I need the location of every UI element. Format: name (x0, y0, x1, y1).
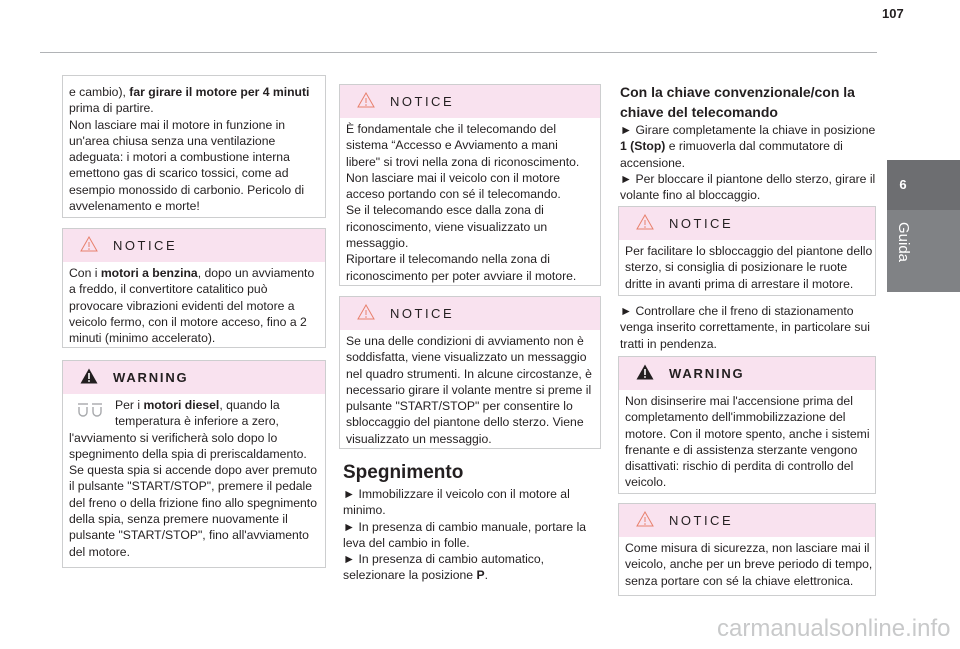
warning-title: WARNING (669, 366, 745, 381)
box-body (63, 76, 325, 214)
text-line: messaggio. (346, 236, 409, 251)
text-line: minimo. (343, 503, 386, 518)
notice-triangle-icon (80, 236, 98, 252)
notice-header (619, 207, 875, 240)
text-line: riconoscimento, viene visualizzato un (346, 219, 548, 234)
text-line: esempio monossido di carbonio. Pericolo di (69, 182, 305, 197)
text-line: completamento dell'immobilizzazione del (625, 410, 846, 425)
text-line: Se una delle condizioni di avviamento non è (346, 334, 584, 348)
box-body (619, 537, 875, 589)
warning-box (618, 356, 876, 494)
page-number: 107 (882, 6, 904, 21)
text-line: sterzo, si consiglia di posizionare le ruote (625, 260, 848, 275)
notice-header (340, 297, 600, 330)
text-line: venga inserito correttamente, in particolare sui (620, 320, 870, 335)
warning-title: WARNING (113, 370, 189, 385)
text-line: prima di partire. (69, 101, 154, 116)
text-segment: . (484, 568, 488, 583)
notice-box (62, 228, 326, 348)
box-body (340, 118, 600, 284)
text-line: Non lasciare mai il veicolo con il motore (346, 170, 561, 185)
text-line: un'area chiusa senza una ventilazione (69, 133, 276, 148)
text-line: ► Girare completamente la chiave in posizione (620, 123, 876, 137)
box-body (63, 262, 325, 346)
warning-triangle-icon (636, 364, 654, 380)
instruction-list (343, 486, 586, 584)
text-line: dritte in avanti prima di arrestare il motore. (625, 276, 854, 291)
warning-header (619, 357, 875, 390)
text-line: motore. Con il motore spento, anche i sistemi (625, 426, 870, 441)
text-line: ► Controllare che il freno di stazionamento (620, 304, 854, 318)
box-body (63, 394, 325, 560)
notice-header (619, 504, 875, 537)
text-line: È fondamentale che il telecomando del (346, 122, 557, 136)
text-line: Se questa spia si accende dopo aver premuto (69, 463, 317, 478)
notice-header (340, 85, 600, 118)
text-line: veicolo, anche per un breve periodo di tempo, (625, 557, 873, 572)
notice-triangle-icon (357, 304, 375, 320)
box-body (340, 330, 600, 447)
warning-box (62, 360, 326, 568)
header-rule (40, 52, 877, 53)
text-line: nel quadro strumenti. In alcune circostanze, è (346, 366, 592, 381)
text-line: pulsante "START/STOP" per consentire lo (346, 399, 573, 414)
warning-triangle-icon (80, 368, 98, 384)
text-segment: Con i (69, 266, 101, 280)
bold-text: P (476, 568, 485, 583)
text-line: tratti in pendenza. (620, 336, 717, 351)
section-heading: Spegnimento (343, 462, 464, 483)
text-line: Riportare il telecomando nella zona di (346, 252, 550, 267)
text-line (620, 138, 875, 154)
notice-triangle-icon (636, 511, 654, 527)
subsection-heading (620, 82, 855, 122)
bold-text: motori diesel (143, 398, 220, 412)
text-line: Per facilitare lo sbloccaggio del piantone dello (625, 244, 873, 258)
text-line: il pulsante "START/STOP", premere il pedale (69, 479, 313, 494)
notice-triangle-icon (636, 214, 654, 230)
chapter-number: 6 (899, 177, 907, 192)
text-line: ► In presenza di cambio manuale, portare la (343, 519, 587, 534)
notice-title: NOTICE (390, 94, 455, 109)
warning-header (63, 361, 325, 394)
text-line (343, 567, 586, 583)
notice-box (618, 206, 876, 296)
notice-title: NOTICE (113, 238, 178, 253)
text-line: Non disinserire mai l'accensione prima del (625, 394, 853, 408)
text-line: sistema “Accesso e Avviamento a mani (346, 138, 558, 153)
notice-box (339, 84, 601, 286)
warning-continued-box (62, 75, 326, 218)
heading-line: chiave del telecomando (620, 104, 778, 120)
text-line: avvelenamento e morte! (69, 199, 200, 214)
text-segment: e rimuoverla dal commutatore di (665, 139, 843, 154)
box-body (619, 240, 875, 292)
text-line: necessario girare il volante mentre si preme il (346, 382, 592, 397)
text-line: frenante e di assistenza sterzante vengono (625, 442, 858, 457)
text-line: Come misura di sicurezza, non lasciare mai il (625, 541, 870, 555)
notice-header (63, 229, 325, 262)
text-line: soddisfatta, viene visualizzato un messaggio (346, 350, 587, 365)
text-segment: , quando la (219, 398, 280, 412)
notice-box (339, 296, 601, 449)
text-line: senza portare con sé la chiave elettronica. (625, 573, 854, 588)
instruction-list (620, 122, 875, 203)
text-line: Se il telecomando esce dalla zona di (346, 203, 544, 218)
text-line: leva del cambio in folle. (343, 535, 470, 550)
text-segment: Per i (115, 398, 144, 412)
text-line: emettono gas di scarico tossici, come ad (69, 166, 289, 181)
notice-triangle-icon (357, 92, 375, 108)
glow-plug-icon (69, 397, 115, 429)
text-line: temperatura è inferiore a zero, (115, 414, 279, 429)
text-line: ► In presenza di cambio automatico, (343, 552, 545, 567)
text-line: ► Immobilizzare il veicolo con il motore al (343, 487, 570, 501)
text-line: del motore. (69, 544, 130, 559)
chapter-title: Guida (895, 222, 912, 263)
text-line: libere" si trovi nella zona di riconoscimento. (346, 154, 580, 169)
text-line: disattivati: rischio di perdita di controllo del (625, 459, 854, 474)
notice-box (618, 503, 876, 596)
text-line: a freddo, il convertitore catalitico può (69, 282, 268, 297)
watermark: carmanualsonline.info (717, 615, 951, 642)
text-line: visualizzato un messaggio. (346, 431, 492, 446)
text-segment: , dopo un avviamento (197, 266, 315, 280)
text-line: volante fino al bloccaggio. (620, 188, 761, 203)
text-line: ► Per bloccare il piantone dello sterzo, girare il (620, 171, 876, 186)
text-line (69, 265, 319, 281)
text-segment: selezionare la posizione (343, 568, 477, 583)
notice-title: NOTICE (669, 513, 734, 528)
instruction-list (620, 303, 870, 352)
text-line: spegnimento della spia di preriscaldamento. (69, 446, 307, 461)
text-line: veicolo. (625, 475, 667, 490)
heading-line: Con la chiave convenzionale/con la (620, 84, 855, 100)
text-line: provocare vibrazioni evidenti del motore a (69, 298, 295, 313)
text-line: pulsante "START/STOP", fino all'avviamento (69, 528, 309, 543)
notice-title: NOTICE (390, 306, 455, 321)
bold-text: far girare il motore per 4 minuti (129, 85, 310, 99)
text-line: sbloccaggio del piantone dello sterzo. Viene (346, 415, 584, 430)
text-line: veicolo fermo, con il motore acceso, fino a 2 (69, 314, 307, 329)
chapter-number-box (887, 160, 960, 210)
text-line: minuti (minimo accelerato). (69, 331, 216, 346)
text-line: della spia, senza premere nuovamente il (69, 512, 288, 527)
text-line: adeguata: i motori a combustione interna (69, 150, 290, 165)
notice-title: NOTICE (669, 216, 734, 231)
text-line: accensione. (620, 155, 686, 170)
text-line: del freno o della frizione fino allo spegnimento (69, 495, 317, 510)
text-line: acceso portando con sé il telecomando. (346, 187, 561, 202)
chapter-tab (887, 160, 960, 292)
bold-text: 1 (Stop) (620, 139, 666, 154)
text-line (69, 84, 319, 100)
text-segment: e cambio), (69, 85, 130, 99)
text-line: Non lasciare mai il motore in funzione in (69, 117, 286, 132)
text-line: l'avviamento si verificherà solo dopo lo (69, 430, 278, 445)
box-body (619, 390, 875, 491)
bold-text: motori a benzina (100, 266, 198, 280)
text-line: riconoscimento per poter avviare il motore. (346, 268, 577, 283)
